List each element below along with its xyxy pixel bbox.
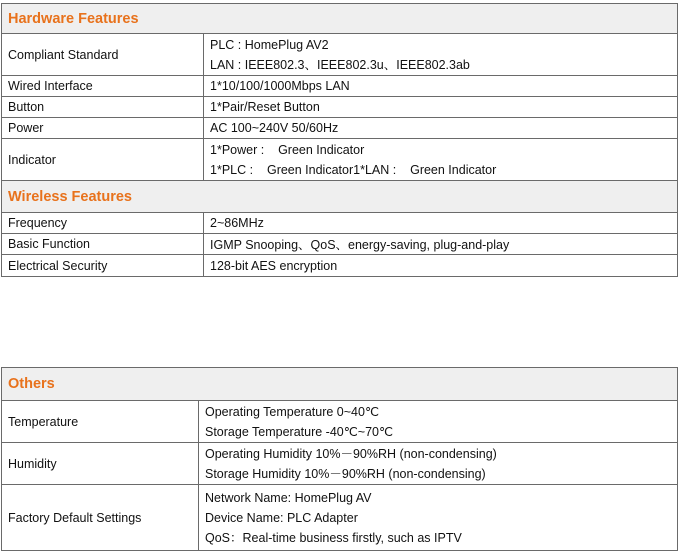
table-row bbox=[2, 34, 678, 76]
value-line: Storage Temperature -40℃~70℃ bbox=[205, 424, 394, 439]
value-line: Operating Humidity 10%－90%RH (non-condensing) bbox=[205, 446, 497, 461]
row-value: 2~86MHz bbox=[204, 213, 678, 234]
row-value bbox=[204, 139, 678, 181]
row-value bbox=[199, 485, 678, 551]
row-value bbox=[199, 443, 678, 485]
table-row bbox=[2, 97, 678, 118]
row-value: 1*10/100/1000Mbps LAN bbox=[204, 76, 678, 97]
table-row bbox=[2, 234, 678, 255]
row-value: AC 100~240V 50/60Hz bbox=[204, 118, 678, 139]
section-title-others: Others bbox=[2, 368, 678, 401]
row-label: Power bbox=[2, 118, 204, 139]
section-header-row bbox=[2, 181, 678, 213]
table-row bbox=[2, 401, 678, 443]
section-header-row bbox=[2, 368, 678, 401]
row-value: 1*Pair/Reset Button bbox=[204, 97, 678, 118]
row-value bbox=[204, 34, 678, 76]
table-row bbox=[2, 485, 678, 551]
table-row bbox=[2, 213, 678, 234]
section-title-wireless: Wireless Features bbox=[2, 181, 678, 213]
value-line: 1*Power : Green Indicator bbox=[210, 142, 365, 157]
value-line: 1*PLC : Green Indicator1*LAN : Green Indicator bbox=[210, 162, 497, 177]
row-value: 128-bit AES encryption bbox=[204, 255, 678, 277]
row-label: Factory Default Settings bbox=[2, 485, 199, 551]
table-row bbox=[2, 76, 678, 97]
section-header-row bbox=[2, 4, 678, 34]
value-line: QoS：Real-time business firstly, such as IPTV bbox=[205, 530, 462, 545]
row-label: Wired Interface bbox=[2, 76, 204, 97]
table-row bbox=[2, 255, 678, 277]
table-row bbox=[2, 139, 678, 181]
value-line: Device Name: PLC Adapter bbox=[205, 510, 358, 525]
value-line: LAN : IEEE802.3、IEEE802.3u、IEEE802.3ab bbox=[210, 57, 470, 72]
table-row bbox=[2, 118, 678, 139]
value-line: Network Name: HomePlug AV bbox=[205, 490, 372, 505]
features-table bbox=[1, 3, 678, 277]
row-label: Humidity bbox=[2, 443, 199, 485]
row-label: Button bbox=[2, 97, 204, 118]
table-row bbox=[2, 443, 678, 485]
row-value: IGMP Snooping、QoS、energy-saving, plug-and-play bbox=[204, 234, 678, 255]
row-label: Compliant Standard bbox=[2, 34, 204, 76]
row-label: Basic Function bbox=[2, 234, 204, 255]
row-label: Electrical Security bbox=[2, 255, 204, 277]
section-title-hardware: Hardware Features bbox=[2, 4, 678, 34]
row-label: Indicator bbox=[2, 139, 204, 181]
value-line: PLC : HomePlug AV2 bbox=[210, 37, 329, 52]
others-table bbox=[1, 367, 678, 551]
row-label: Frequency bbox=[2, 213, 204, 234]
value-line: Operating Temperature 0~40℃ bbox=[205, 404, 379, 419]
row-label: Temperature bbox=[2, 401, 199, 443]
row-value bbox=[199, 401, 678, 443]
value-line: Storage Humidity 10%－90%RH (non-condensing) bbox=[205, 466, 486, 481]
